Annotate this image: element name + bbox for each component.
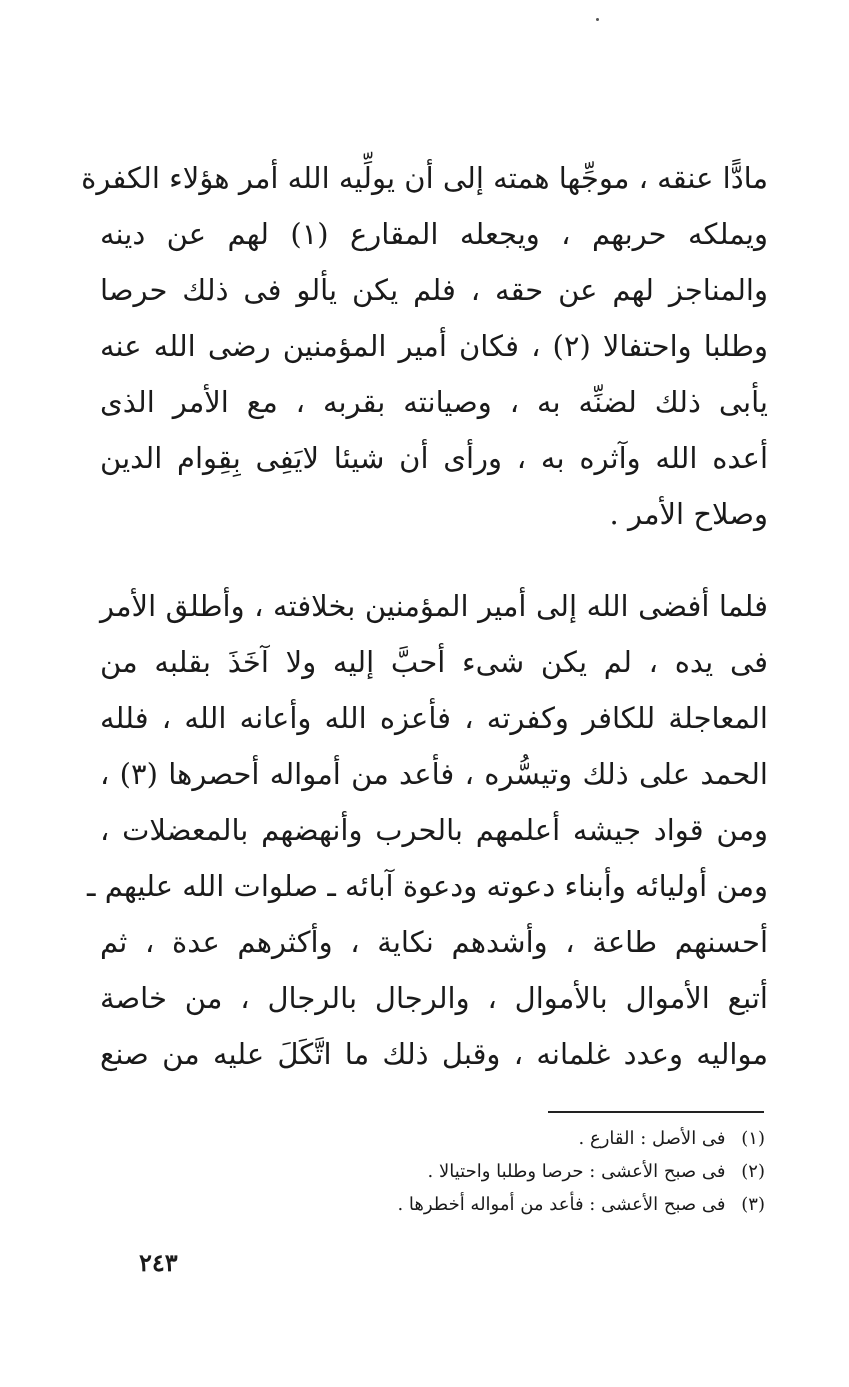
- footnote: [245, 1155, 765, 1188]
- footnote: [245, 1122, 765, 1155]
- text-line: ومن أوليائه وأبناء دعوته ودعوة آبائه ـ صلوات الله عليهم ـ: [87, 869, 768, 903]
- text-line: وصلاح الأمر .: [609, 497, 768, 531]
- footnote-divider: [548, 1111, 764, 1113]
- text-line: مادًّا عنقه ، موجِّها همته إلى أن يولِّيه الله أمر هؤلاء الكفرة: [81, 161, 768, 195]
- text-line: مواليه وعدد غلمانه ، وقبل ذلك ما اتَّكَلَ عليه من صنع: [100, 1037, 768, 1071]
- text-line: أحسنهم طاعة ، وأشدهم نكاية ، وأكثرهم عدة ، ثم: [100, 925, 768, 959]
- text-line: المعاجلة للكافر وكفرته ، فأعزه الله وأعانه الله ، فلله: [100, 701, 768, 735]
- stray-mark: [596, 18, 599, 21]
- footnote: [245, 1188, 765, 1221]
- text-line: وطلبا واحتفالا (٢) ، فكان أمير المؤمنين رضى الله عنه: [100, 329, 768, 363]
- text-line: أتبع الأموال بالأموال ، والرجال بالرجال ، من خاصة: [100, 981, 768, 1015]
- footnote-text: فى صبح الأعشى : فأعد من أمواله أخطرها .: [397, 1194, 726, 1215]
- text-line: فى يده ، لم يكن شىء أحبَّ إليه ولا آخَذَ بقلبه من: [100, 645, 768, 679]
- text-line: يأبى ذلك لضنِّه به ، وصيانته بقربه ، مع الأمر الذى: [100, 385, 768, 419]
- page-number: ٢٤٣: [139, 1248, 178, 1277]
- footnote-marker: (٢): [741, 1161, 765, 1182]
- text-line: ويملكه حربهم ، ويجعله المقارع (١) لهم عن دينه: [100, 217, 769, 251]
- paragraph-2: [87, 578, 768, 1082]
- text-line: فلما أفضى الله إلى أمير المؤمنين بخلافته ، وأطلق الأمر: [100, 589, 768, 623]
- footnotes: [245, 1122, 765, 1221]
- text-line: أعده الله وآثره به ، ورأى أن شيئا لايَفِى بِقِوام الدين: [100, 441, 768, 475]
- footnote-text: فى الأصل : القارع .: [578, 1128, 726, 1149]
- footnote-marker: (٣): [741, 1194, 765, 1215]
- text-line: ومن قواد جيشه أعلمهم بالحرب وأنهضهم بالمعضلات ،: [100, 813, 768, 847]
- footnote-text: فى صبح الأعشى : حرصا وطلبا واحتيالا .: [427, 1161, 726, 1182]
- paragraph-1: [81, 150, 769, 542]
- text-line: والمناجز لهم عن حقه ، فلم يكن يألو فى ذلك حرصا: [100, 273, 768, 307]
- text-line: الحمد على ذلك وتيسُّره ، فأعد من أمواله أحصرها (٣) ،: [100, 757, 768, 791]
- footnote-marker: (١): [741, 1128, 765, 1149]
